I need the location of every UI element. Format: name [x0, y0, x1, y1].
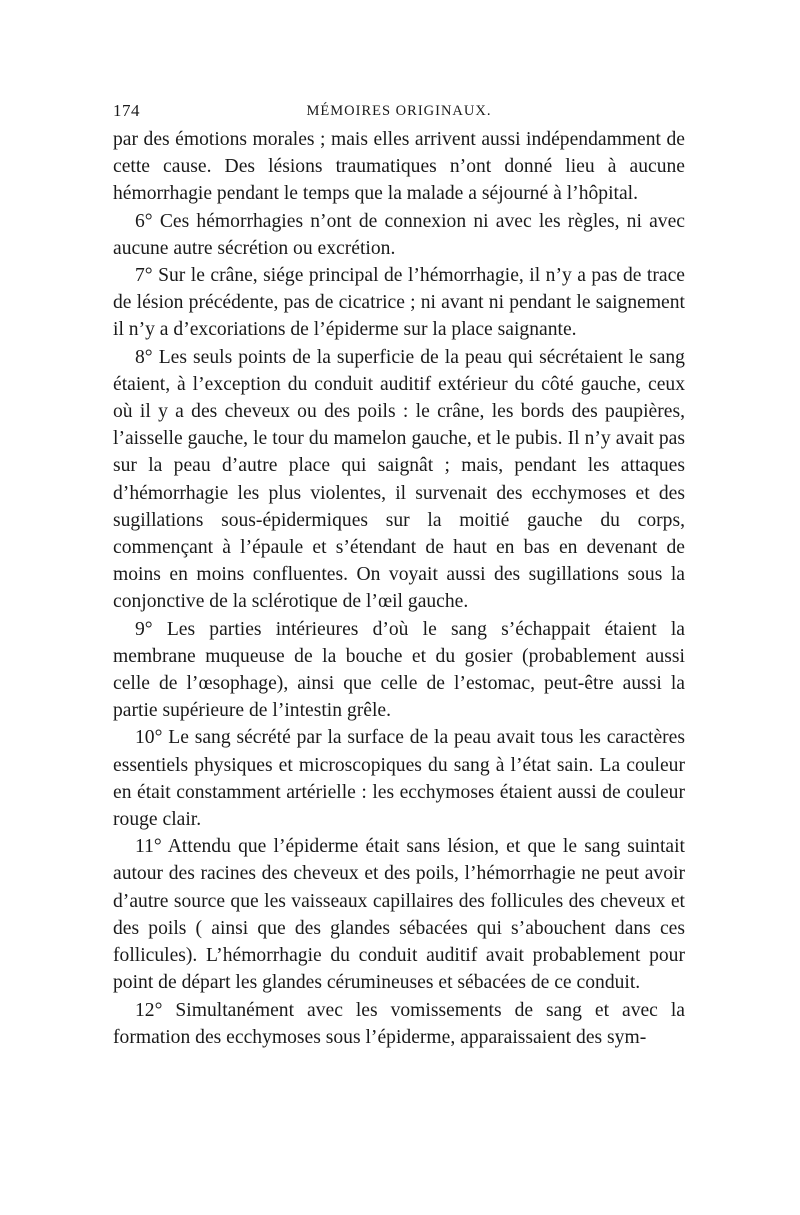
paragraph-6 — [113, 208, 685, 262]
paragraph-text: Attendu que l’épiderme était sans lésion, et que le sang suintait autour des racines des cheveux et des poils, l’hémorrhagie ne peut avoir d’autre source que les vaisseaux capillaires des follicules des cheveux et des poils ( ainsi que des glandes sébacées qui s’abouchent dans ces follicules). L’hémorrhagie du conduit auditif avait probablement pour point de départ les glandes cérumineuses et sébacées de ce conduit. — [113, 836, 685, 994]
paragraph-9 — [113, 616, 685, 725]
paragraph-10 — [113, 724, 685, 833]
paragraph-text: Le sang sécrété par la surface de la peau avait tous les caractères essentiels physiques et microscopiques du sang à l’état sain. La couleur en était constamment artérielle : les ecchymoses étaient aussi de couleur rouge clair. — [113, 727, 685, 831]
paragraph-number: 6° — [135, 210, 153, 232]
paragraph-7 — [113, 262, 685, 344]
paragraph-number: 12° — [135, 999, 163, 1021]
paragraph-text: par des émotions morales ; mais elles arrivent aussi indépendamment de cette cause. Des lésions traumatiques n’ont donné lieu à aucune hémorrhagie pendant le temps que la malade a séjourné à l’hôpital. — [113, 129, 685, 205]
paragraph-number: 11° — [135, 836, 162, 858]
paragraph-12 — [113, 997, 685, 1051]
book-page — [113, 96, 685, 1051]
paragraph-number: 10° — [135, 727, 163, 749]
paragraph-number: 8° — [135, 346, 153, 368]
running-head: MÉMOIRES ORIGINAUX. — [306, 103, 492, 119]
paragraph-text: Les parties intérieures d’où le sang s’échappait étaient la membrane muqueuse de la bouche et du gosier (probablement aussi celle de l’œsophage), ainsi que celle de l’estomac, peut-être aussi la partie supérieure de l’intestin grêle. — [113, 618, 685, 722]
paragraph-8 — [113, 344, 685, 616]
paragraph-text: Simultanément avec les vomissements de sang et avec la formation des ecchymoses sous l’épiderme, apparaissaient des sym- — [113, 999, 685, 1048]
body-text — [113, 126, 685, 1051]
page-number: 174 — [113, 101, 140, 120]
paragraph-text: Sur le crâne, siége principal de l’hémorrhagie, il n’y a pas de trace de lésion précédente, pas de cicatrice ; ni avant ni pendant le saignement il n’y a d’excoriations de l’épiderme sur la place saignante. — [113, 265, 685, 341]
paragraph-text: Les seuls points de la superficie de la peau qui sécrétaient le sang étaient, à l’exception du conduit auditif extérieur du côté gauche, ceux où il y a des cheveux ou des poils : le crâne, les bords des paupières, l’aisselle gauche, le tour du mamelon gauche, et le pubis. Il n’y avait pas sur la peau d’autre place qui saignât ; mais, pendant les attaques d’hémorrhagie les plus violentes, il survenait des ecchymoses et des sugillations sous-épidermiques sur la moitié gauche du corps, commençant à l’épaule et s’étendant de haut en bas en devenant de moins en moins confluentes. On voyait aussi des sugillations sous la conjonctive de la sclérotique de l’œil gauche. — [113, 346, 685, 613]
paragraph-number: 9° — [135, 618, 153, 640]
paragraph-number: 7° — [135, 265, 153, 287]
page-header — [113, 96, 685, 126]
paragraph-continuation — [113, 126, 685, 208]
paragraph-text: Ces hémorrhagies n’ont de connexion ni avec les règles, ni avec aucune autre sécrétion ou excrétion. — [113, 210, 685, 259]
paragraph-11 — [113, 833, 685, 996]
